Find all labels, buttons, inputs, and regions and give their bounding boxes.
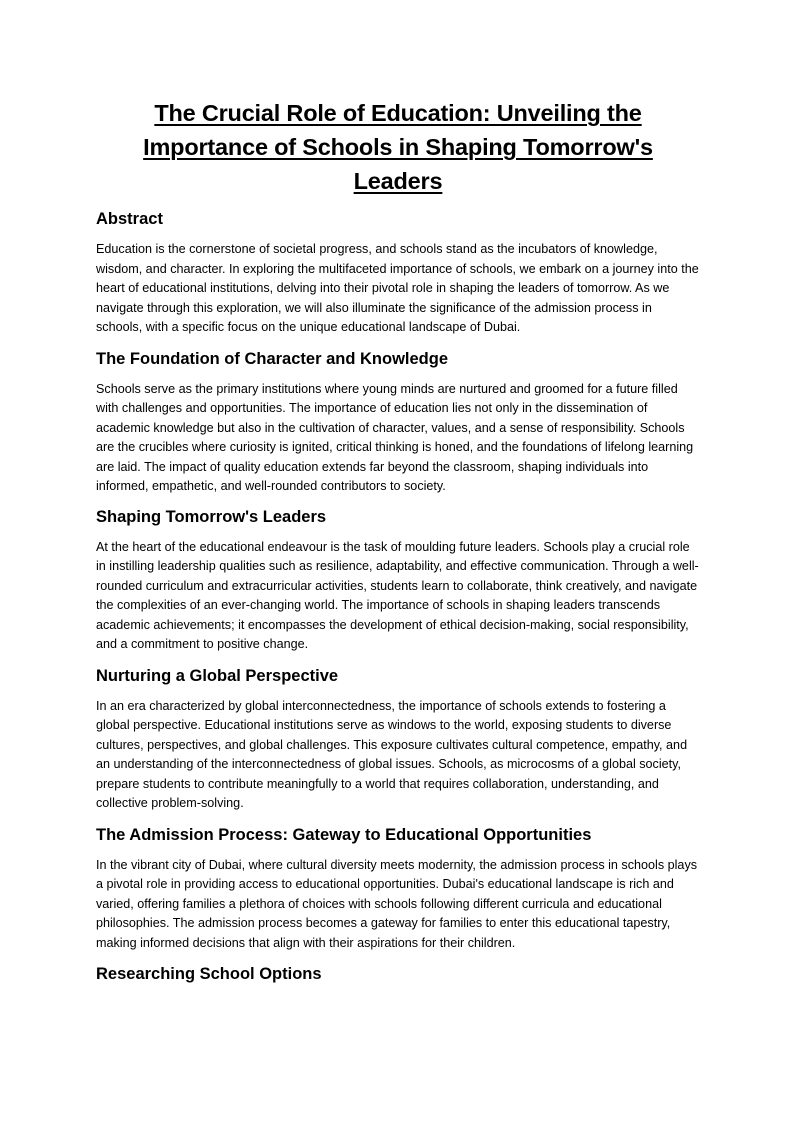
section-heading-researching-schools: Researching School Options (96, 965, 322, 983)
section-text-leaders: At the heart of the educational endeavour is the task of moulding future leaders. Schools play a crucial role in instilling leadership qualities such as resilience, adaptability, and effective communication. Through a well-rounded curriculum and extracurricular activities, students learn to collaborate, think creatively, and navigate the complexities of an ever-changing world. The importance of schools in shaping leaders transcends academic achievements; it encompasses the development of ethical decision-making, social responsibility, and a commitment to positive change. (96, 539, 699, 651)
section-heading-admission-process: The Admission Process: Gateway to Educational Opportunities (96, 825, 592, 844)
section-text-abstract: Education is the cornerstone of societal progress, and schools stand as the incubators of knowledge, wisdom, and character. In exploring the multifaceted importance of schools, we embark on a journey into the heart of educational institutions, delving into their pivotal role in shaping the leaders of tomorrow. As we navigate through this exploration, we will also illuminate the significance of the admission process in schools, with a specific focus on the unique educational landscape of Dubai. (96, 242, 699, 334)
document-title: The Crucial Role of Education: Unveiling the Importance of Schools in Shaping Tomorrow's Leaders (143, 100, 653, 194)
section-heading-leaders: Shaping Tomorrow's Leaders (96, 507, 327, 526)
section-text-foundation: Schools serve as the primary institutions where young minds are nurtured and groomed for a future filled with challenges and opportunities. The importance of education lies not only in the dissemination of academic knowledge but also in the cultivation of character, values, and a sense of responsibility. Schools are the crucibles where curiosity is ignited, critical thinking is honed, and the foundations of lifelong learning are laid. The impact of quality education extends far beyond the classroom, shaping individuals into informed, empathetic, and well-rounded contributors to society. (96, 381, 694, 493)
document-page (96, 96, 700, 985)
section-text-admission-process: In the vibrant city of Dubai, where cultural diversity meets modernity, the admission process in schools plays a pivotal role in providing access to educational opportunities. Dubai's educational landscape is rich and varied, offering families a plethora of choices with schools following different curricula and educational philosophies. The admission process becomes a gateway for families to enter this educational tapestry, making informed decisions that align with their aspirations for their children. (96, 857, 698, 950)
section-heading-foundation: The Foundation of Character and Knowledge (96, 349, 449, 368)
section-heading-abstract: Abstract (96, 210, 163, 228)
section-text-global-perspective: In an era characterized by global interconnectedness, the importance of schools extends to fostering a global perspective. Educational institutions serve as windows to the world, exposing students to diverse cultures, perspectives, and global challenges. This exposure cultivates cultural competence, empathy, and an understanding of the interconnectedness of global issues. Schools, as microcosms of a global society, prepare students to contribute meaningfully to a world that requires collaboration, understanding, and collective problem-solving. (96, 698, 688, 810)
section-heading-global-perspective: Nurturing a Global Perspective (96, 666, 339, 685)
